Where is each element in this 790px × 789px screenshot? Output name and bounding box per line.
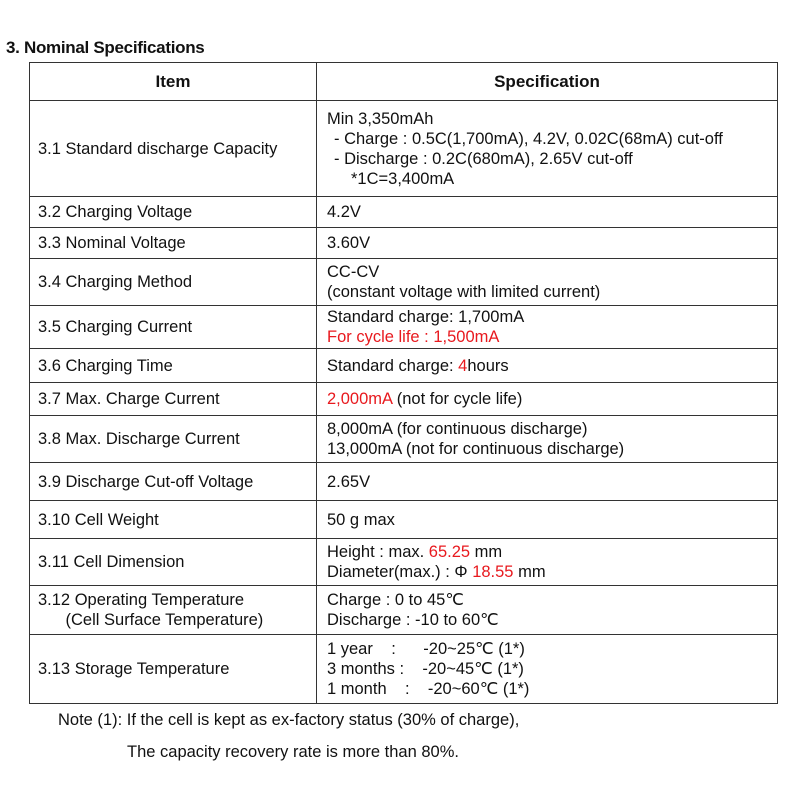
item-cell xyxy=(30,349,317,383)
specification-cell xyxy=(317,501,778,539)
specification-text: Height : max. xyxy=(327,543,429,561)
item-cell xyxy=(30,259,317,306)
table-body xyxy=(30,101,778,704)
specification-cell xyxy=(317,635,778,704)
item-label: 3.3 Nominal Voltage xyxy=(38,234,186,252)
specification-line xyxy=(327,129,777,149)
item-cell xyxy=(30,635,317,704)
specification-line xyxy=(327,639,777,659)
specification-text: 3.60V xyxy=(327,234,371,252)
item-label: 3.12 Operating Temperature xyxy=(38,591,245,609)
specification-cell xyxy=(317,463,778,501)
highlighted-value: For cycle life : 1,500mA xyxy=(327,328,500,346)
specification-line xyxy=(327,510,777,530)
column-header-specification: Specification xyxy=(317,63,778,101)
table-row xyxy=(30,635,778,704)
specification-line xyxy=(327,202,777,222)
specification-line xyxy=(327,389,777,409)
table-row xyxy=(30,463,778,501)
specification-cell xyxy=(317,416,778,463)
item-label: (Cell Surface Temperature) xyxy=(38,611,264,629)
item-cell xyxy=(30,539,317,586)
specification-text: hours xyxy=(467,356,509,375)
specification-line xyxy=(327,149,777,169)
item-cell xyxy=(30,197,317,228)
specification-cell xyxy=(317,101,778,197)
specification-line xyxy=(327,562,777,582)
specification-text: 4.2V xyxy=(327,203,361,221)
specification-line xyxy=(327,679,777,699)
item-label: 3.7 Max. Charge Current xyxy=(38,390,220,408)
specification-line xyxy=(327,109,777,129)
item-label: 3.5 Charging Current xyxy=(38,318,193,336)
table-row xyxy=(30,228,778,259)
specification-line xyxy=(327,169,777,189)
table-row xyxy=(30,383,778,416)
specification-cell xyxy=(317,349,778,383)
specification-line xyxy=(327,610,777,630)
specification-text: 50 g max xyxy=(327,510,395,529)
specification-text: (not for cycle life) xyxy=(392,390,523,408)
item-cell xyxy=(30,463,317,501)
item-cell xyxy=(30,383,317,416)
specification-cell xyxy=(317,586,778,635)
highlighted-value: 65.25 xyxy=(428,543,471,561)
item-cell xyxy=(30,306,317,349)
item-label: 3.13 Storage Temperature xyxy=(38,660,230,678)
note-line-2: The capacity recovery rate is more than 80%. xyxy=(127,743,459,761)
column-header-item: Item xyxy=(30,63,317,101)
item-cell xyxy=(30,101,317,197)
specification-text: 1 year : -20~25℃ (1*) xyxy=(327,640,525,658)
specification-text: 3 months : -20~45℃ (1*) xyxy=(327,660,524,678)
item-cell xyxy=(30,416,317,463)
specification-line xyxy=(327,590,777,610)
specification-text: (constant voltage with limited current) xyxy=(327,283,601,301)
specification-line xyxy=(327,282,777,302)
highlighted-value: 18.55 xyxy=(472,563,514,581)
specification-text: Standard charge: xyxy=(327,356,459,375)
specification-text: Discharge : -10 to 60℃ xyxy=(327,611,499,629)
specification-line xyxy=(327,419,777,439)
item-label: 3.6 Charging Time xyxy=(38,356,173,375)
item-cell xyxy=(30,501,317,539)
specification-text: Min 3,350mAh xyxy=(327,109,434,128)
item-label: 3.10 Cell Weight xyxy=(38,510,159,529)
table-row xyxy=(30,586,778,635)
table-row xyxy=(30,197,778,228)
item-cell xyxy=(30,228,317,259)
table-row xyxy=(30,501,778,539)
item-label: 3.9 Discharge Cut-off Voltage xyxy=(38,472,254,491)
specification-line xyxy=(327,307,777,327)
highlighted-value: 2,000mA xyxy=(327,390,393,408)
specification-line xyxy=(327,542,777,562)
table-row xyxy=(30,259,778,306)
table-row xyxy=(30,306,778,349)
specification-line xyxy=(327,659,777,679)
specification-line xyxy=(327,262,777,282)
table-row xyxy=(30,349,778,383)
section-title: 3. Nominal Specifications xyxy=(6,38,205,57)
table-row xyxy=(30,416,778,463)
specification-text: 1 month : -20~60℃ (1*) xyxy=(327,680,530,698)
specification-cell xyxy=(317,539,778,586)
item-label: 3.11 Cell Dimension xyxy=(38,553,185,571)
specification-text: CC-CV xyxy=(327,263,380,281)
table-row xyxy=(30,101,778,197)
specification-cell xyxy=(317,306,778,349)
table-header-row xyxy=(30,63,778,101)
table-row xyxy=(30,539,778,586)
specification-text: mm xyxy=(470,543,503,561)
specification-text: 13,000mA (not for continuous discharge) xyxy=(327,440,625,458)
item-label: 3.4 Charging Method xyxy=(38,273,193,291)
specification-line xyxy=(327,327,777,347)
specification-text: Standard charge: 1,700mA xyxy=(327,308,525,326)
specification-text: *1C=3,400mA xyxy=(351,169,455,188)
item-label: 3.8 Max. Discharge Current xyxy=(38,430,240,448)
specification-cell xyxy=(317,197,778,228)
specification-text: 8,000mA (for continuous discharge) xyxy=(327,420,588,438)
specifications-table xyxy=(29,62,778,704)
highlighted-value: 4 xyxy=(458,356,468,375)
specification-text: - Charge : 0.5C(1,700mA), 4.2V, 0.02C(68mA) cut-off xyxy=(334,129,723,148)
specification-text: Diameter(max.) : Φ xyxy=(327,563,473,581)
specification-cell xyxy=(317,259,778,306)
specification-text: - Discharge : 0.2C(680mA), 2.65V cut-off xyxy=(334,149,633,168)
specification-text: Charge : 0 to 45℃ xyxy=(327,591,464,609)
note-line-1: Note (1): If the cell is kept as ex-factory status (30% of charge), xyxy=(58,711,520,729)
item-label: 3.2 Charging Voltage xyxy=(38,203,193,221)
specification-cell xyxy=(317,383,778,416)
specification-line xyxy=(327,472,777,492)
specification-line xyxy=(327,233,777,253)
item-cell xyxy=(30,586,317,635)
item-label: 3.1 Standard discharge Capacity xyxy=(38,139,278,158)
specification-line xyxy=(327,356,777,376)
specification-cell xyxy=(317,228,778,259)
specification-text: 2.65V xyxy=(327,472,371,491)
specification-text: mm xyxy=(513,563,546,581)
specification-line xyxy=(327,439,777,459)
